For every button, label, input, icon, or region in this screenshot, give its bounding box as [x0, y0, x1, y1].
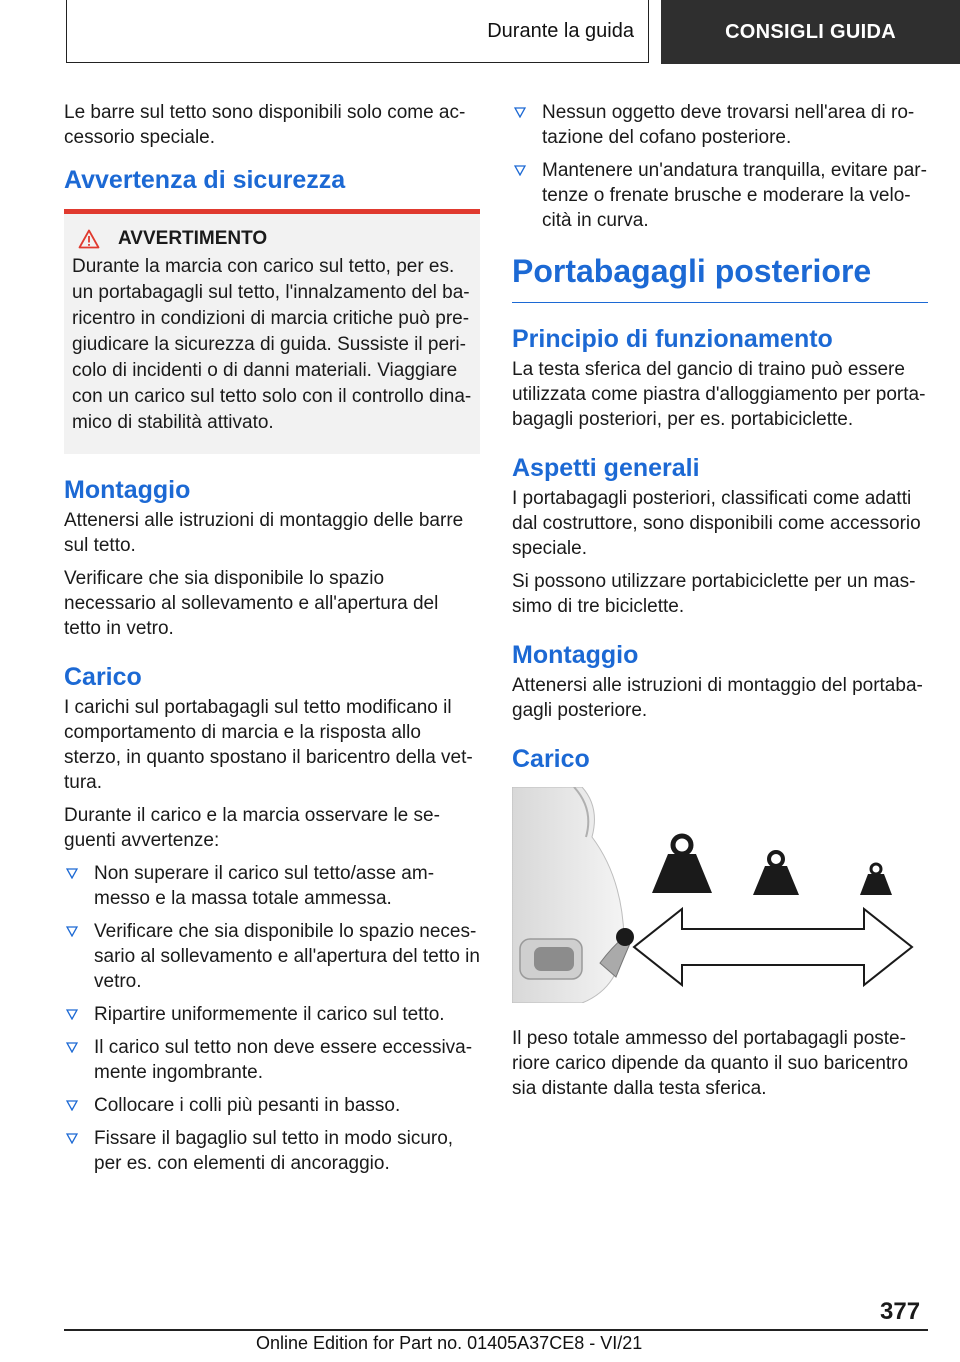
carico-paragraph-1: I carichi sul portabagagli sul tetto modificano il comportamento di marcia e la risposta allo sterzo, in quanto spostano il baricentro della vet-tura.	[64, 697, 473, 793]
warning-header	[72, 228, 472, 250]
safety-heading: Avvertenza di sicurezza	[64, 166, 346, 194]
triangle-bullet-icon	[66, 926, 78, 937]
montaggio-paragraph-1: Attenersi alle istruzioni di montaggio delle barre sul tetto.	[64, 510, 464, 556]
carico-paragraph-2: Durante il carico e la marcia osservare le se-guenti avvertenze:	[64, 805, 440, 851]
triangle-bullet-icon	[514, 165, 526, 176]
list-item: Nessun oggetto deve trovarsi nell'area di ro-tazione del cofano posteriore.	[512, 100, 928, 150]
triangle-bullet-icon	[66, 1133, 78, 1144]
distance-arrow	[634, 909, 912, 985]
intro-paragraph: Le barre sul tetto sono disponibili solo come ac-cessorio speciale.	[64, 102, 466, 148]
aspetti-paragraph-1: I portabagagli posteriori, classificati come adatti dal costruttore, sono disponibili come accessorio speciale.	[512, 488, 921, 559]
montaggio-rear-heading: Montaggio	[512, 641, 639, 669]
section-title: Durante la guida	[66, 0, 649, 63]
chapter-tab[interactable]: CONSIGLI GUIDA	[661, 0, 960, 64]
carico-rear-paragraph: Il peso totale ammesso del portabagagli poste-riore carico dipende da quanto il suo baricentro sia distante dalla testa sferica.	[512, 1028, 909, 1099]
triangle-bullet-icon	[66, 1100, 78, 1111]
portabagagli-heading: Portabagagli posteriore	[512, 253, 928, 303]
carico-list	[64, 861, 480, 1176]
list-item: Il carico sul tetto non deve essere eccessiva-mente ingombrante.	[64, 1035, 480, 1085]
list-item: Non superare il carico sul tetto/asse am-messo e la massa totale ammessa.	[64, 861, 480, 911]
load-distance-illustration	[512, 787, 928, 1003]
list-item: Verificare che sia disponibile lo spazio neces-sario al sollevamento e all'apertura del tetto in vetro.	[64, 919, 480, 994]
warning-box	[64, 214, 480, 454]
list-item: Collocare i colli più pesanti in basso.	[64, 1093, 480, 1118]
weight-small-icon	[860, 864, 892, 895]
triangle-bullet-icon	[66, 1009, 78, 1020]
page-number: 377	[880, 1298, 921, 1325]
montaggio-paragraph-2: Verificare che sia disponibile lo spazio necessario al sollevamento e all'apertura del tetto in vetro.	[64, 568, 439, 639]
aspetti-heading: Aspetti generali	[512, 454, 700, 482]
carico-rear-heading: Carico	[512, 745, 590, 773]
montaggio-rear-paragraph: Attenersi alle istruzioni di montaggio del portaba-gagli posteriore.	[512, 675, 923, 721]
triangle-bullet-icon	[66, 868, 78, 879]
warning-text: Durante la marcia con carico sul tetto, per es. un portabagagli sul tetto, l'innalzamento del ba-ricentro in condizioni di marcia critiche può pre-giudicare la sicurezza di guida. Sussiste il peri-colo di incidenti o di danni materiali. Viaggiare con un carico sul tetto solo con il controllo dina-mico di stabilità attivato.	[72, 256, 472, 433]
list-item: Mantenere un'andatura tranquilla, evitare par-tenze o frenate brusche e moderare la velo-cità in curva.	[512, 158, 928, 233]
weight-medium-icon	[753, 852, 799, 895]
weight-large-icon	[652, 836, 712, 893]
carico-heading: Carico	[64, 663, 142, 691]
right-column	[512, 100, 928, 1109]
list-item: Fissare il bagaglio sul tetto in modo sicuro, per es. con elementi di ancoraggio.	[64, 1126, 480, 1176]
footer-divider	[64, 1329, 928, 1331]
list-item: Ripartire uniformemente il carico sul tetto.	[64, 1002, 480, 1027]
left-column	[64, 100, 480, 1184]
edition-note: Online Edition for Part no. 01405A37CE8 - VI/21	[256, 1333, 643, 1353]
tow-ball	[616, 928, 634, 946]
aspetti-paragraph-2: Si possono utilizzare portabiciclette per un mas-simo di tre biciclette.	[512, 571, 916, 617]
principio-paragraph: La testa sferica del gancio di traino può essere utilizzata come piastra d'alloggiamento per porta-bagagli posteriori, per es. portabiciclette.	[512, 359, 926, 430]
right-bullet-list	[512, 100, 928, 233]
triangle-bullet-icon	[514, 107, 526, 118]
principio-heading: Principio di funzionamento	[512, 325, 833, 353]
montaggio-heading: Montaggio	[64, 476, 191, 504]
page-header	[0, 0, 960, 66]
warning-triangle-icon	[78, 229, 100, 249]
triangle-bullet-icon	[66, 1042, 78, 1053]
warning-title: AVVERTIMENTO	[118, 228, 268, 249]
